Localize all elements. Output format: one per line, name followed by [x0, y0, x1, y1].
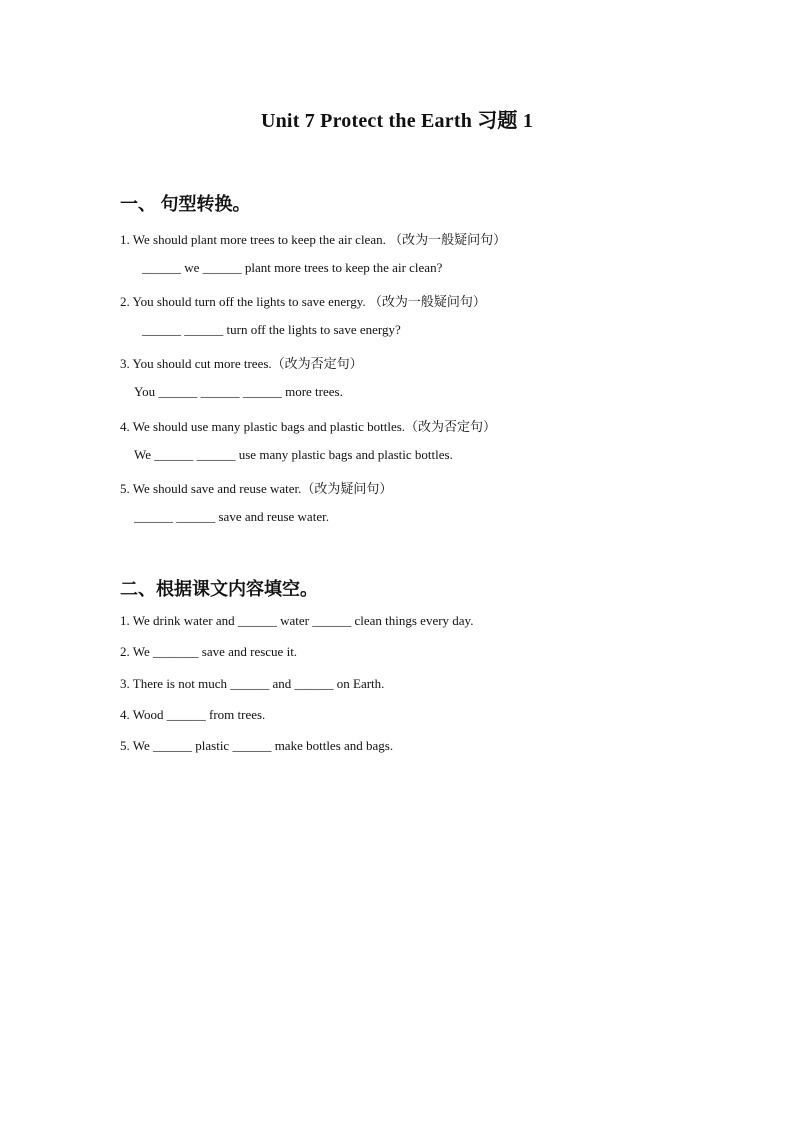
page-title: Unit 7 Protect the Earth 习题 1	[260, 110, 534, 132]
section-2-item-2: 2. We _______ save and rescue it.	[120, 644, 298, 659]
section-1-answer-4: We ______ ______ use many plastic bags and plastic bottles.	[134, 447, 453, 462]
section-2-heading: 二、根据课文内容填空。	[120, 579, 318, 599]
section-2-item-1: 1. We drink water and ______ water ______ clean things every day.	[120, 613, 474, 628]
section-1-answer-2: ______ ______ turn off the lights to save energy?	[142, 322, 401, 337]
section-1-question-1: 1. We should plant more trees to keep the air clean. （改为一般疑问句）	[120, 232, 507, 247]
section-1-answer-1: ______ we ______ plant more trees to keep the air clean?	[142, 260, 443, 275]
section-2-item-5: 5. We ______ plastic ______ make bottles and bags.	[120, 738, 394, 753]
section-1-question-5: 5. We should save and reuse water.（改为疑问句）	[120, 481, 393, 496]
section-1-question-4: 4. We should use many plastic bags and plastic bottles.（改为否定句）	[120, 419, 497, 434]
section-1-question-3: 3. You should cut more trees.（改为否定句）	[120, 356, 363, 371]
section-1-answer-5: ______ ______ save and reuse water.	[134, 509, 329, 524]
section-2-item-4: 4. Wood ______ from trees.	[120, 707, 266, 722]
section-1-question-2: 2. You should turn off the lights to save energy. （改为一般疑问句）	[120, 294, 486, 309]
section-2-item-3: 3. There is not much ______ and ______ on Earth.	[120, 676, 385, 691]
section-1-answer-3: You ______ ______ ______ more trees.	[134, 384, 343, 399]
section-1-heading: 一、 句型转换。	[120, 194, 251, 214]
